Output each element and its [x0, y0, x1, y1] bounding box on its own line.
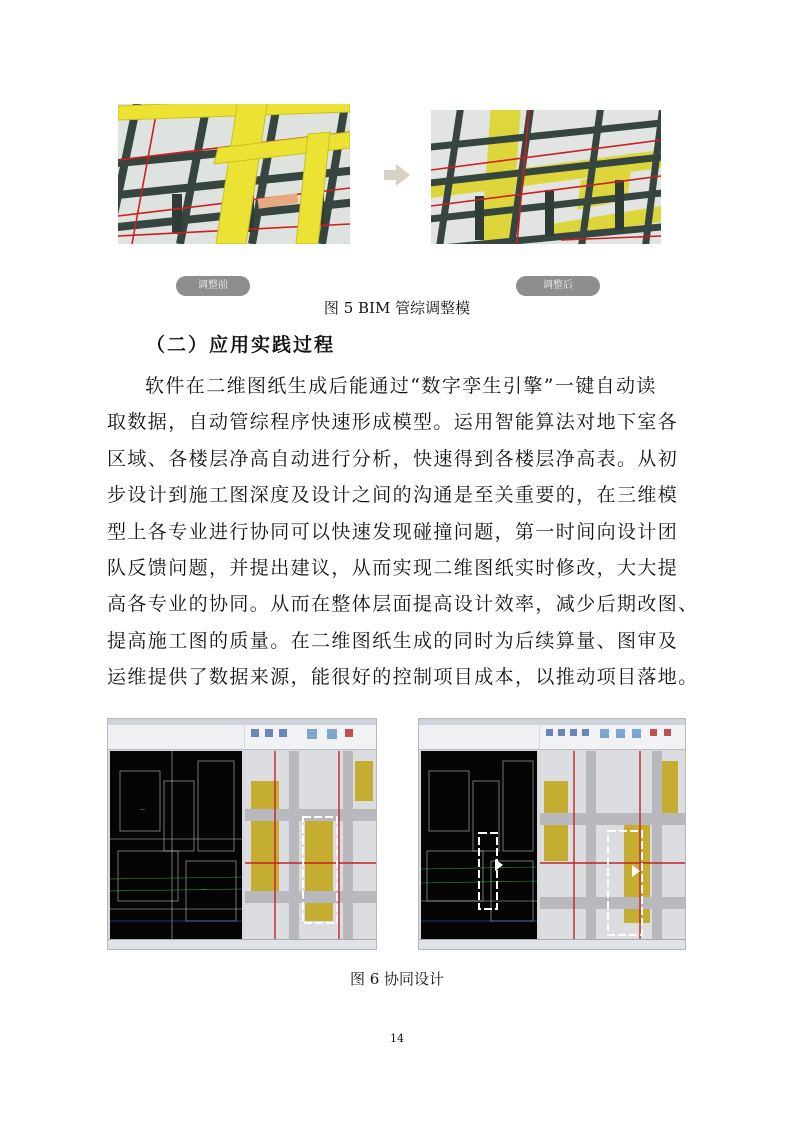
section-heading: （二）应用实践过程 — [146, 334, 336, 356]
model-view — [540, 751, 685, 939]
figure6-left-screenshot — [107, 718, 377, 950]
arrow-right-icon — [384, 164, 410, 186]
status-bar — [108, 939, 376, 949]
model-view — [245, 751, 376, 939]
figure5-caption: 图 5 BIM 管综调整模 — [323, 299, 471, 317]
figure6-caption: 图 6 协同设计 — [349, 970, 445, 988]
svg-text:——: —— — [202, 887, 207, 892]
plan-view-drawing — [245, 751, 376, 939]
cad-canvas — [421, 751, 537, 939]
paragraph-line: 步设计到施工图深度及设计之间的沟通是至关重要的，在三维模 — [107, 484, 679, 507]
paragraph-line: 取数据，自动管综程序快速形成模型。运用智能算法对地下室各 — [107, 411, 679, 434]
figure6-right-screenshot — [418, 718, 686, 950]
after-label: 调整后 — [516, 276, 600, 296]
paragraph-line: 型上各专业进行协同可以快速发现碰撞问题，第一时间向设计团 — [107, 520, 679, 543]
figure5-after-image — [431, 110, 661, 244]
paragraph-line: 软件在二维图纸生成后能通过“数字孪生引擎”一键自动读 — [145, 375, 657, 397]
cad-ribbon — [108, 725, 244, 750]
cad-linework — [421, 751, 537, 939]
cad-canvas — [110, 751, 242, 939]
paragraph-line: 区域、各楼层净高自动进行分析，快速得到各楼层净高表。从初 — [107, 447, 679, 470]
cad-linework — [110, 751, 242, 939]
paragraph-line: 队反馈问题，并提出建议，从而实现二维图纸实时修改，大大提 — [107, 557, 679, 580]
status-bar — [419, 939, 685, 949]
after-model-drawing — [431, 110, 661, 244]
cad-ribbon — [419, 725, 539, 750]
paragraph-line: 运维提供了数据来源，能很好的控制项目成本，以推动项目落地。 — [107, 666, 699, 689]
model-ribbon — [540, 725, 685, 750]
plan-view-drawing — [540, 751, 685, 939]
toolbar-icons — [540, 725, 685, 749]
before-label: 调整前 — [176, 276, 250, 296]
page-number: 14 — [390, 1032, 404, 1045]
before-model-drawing — [118, 104, 350, 244]
body-paragraph — [107, 368, 699, 696]
svg-text:——: —— — [140, 807, 145, 812]
toolbar-icons — [245, 725, 376, 749]
figure5-before-image — [118, 104, 350, 244]
model-ribbon — [245, 725, 376, 750]
paragraph-line: 提高施工图的质量。在二维图纸生成的同时为后续算量、图审及 — [107, 629, 679, 652]
paragraph-line: 高各专业的协同。从而在整体层面提高设计效率，减少后期改图、 — [107, 593, 699, 616]
